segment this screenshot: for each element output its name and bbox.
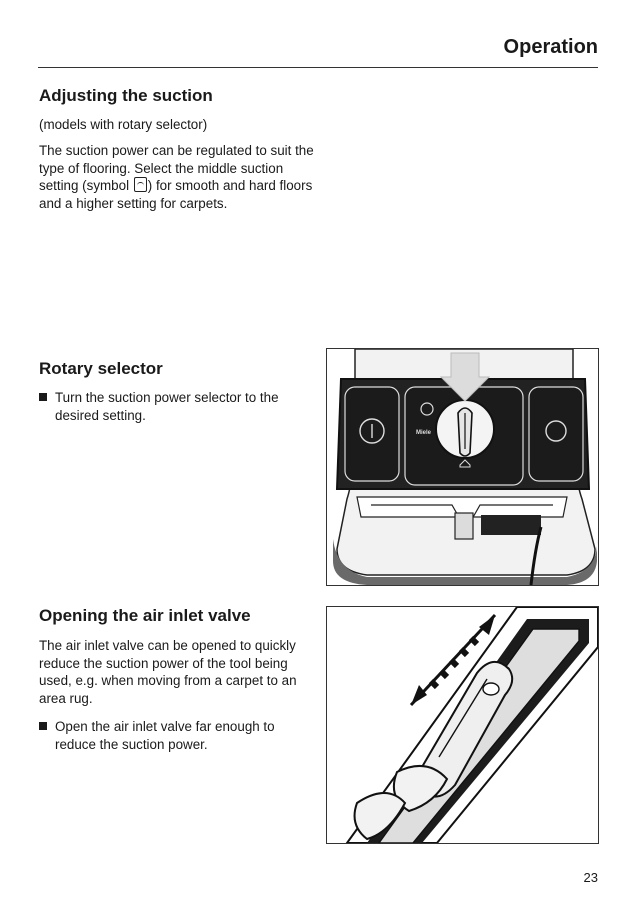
rotary-selector-drawing [327,349,598,585]
suction-text-part-1: The suction power can be regulated to suit the type of flooring. Select the middle suction setting (symbol [39,143,314,193]
page-title: Operation [503,36,598,58]
rotary-instruction-text: Turn the suction power selector to the desired setting. [55,390,279,423]
smooth-floor-symbol-icon [134,177,147,192]
air-inlet-paragraph: The air inlet valve can be opened to quickly reduce the suction power of the tool being used, e.g. when moving from a carpet to an area rug. [39,638,297,706]
suction-paragraph [39,142,314,212]
models-note: (models with rotary selector) [39,117,208,132]
air-inlet-valve-drawing [327,607,598,843]
rotary-instruction-item [39,389,319,424]
rotary-selector-illustration [326,348,599,586]
section-heading-rotary-selector: Rotary selector [39,359,163,378]
air-inlet-instruction-text: Open the air inlet valve far enough to reduce the suction power. [55,719,275,752]
air-inlet-valve-illustration [326,606,599,844]
brand-label: Miele [416,430,432,436]
suction-text-part-2: ) for smooth and hard floors and a higher setting for carpets. [39,178,313,211]
section-heading-air-inlet-valve: Opening the air inlet valve [39,606,251,625]
section-heading-adjusting-suction: Adjusting the suction [39,86,213,105]
page-number: 23 [583,870,598,885]
bullet-square-icon [39,722,47,730]
header-divider [38,67,598,68]
air-inlet-instruction-item [39,718,319,753]
bullet-square-icon [39,393,47,401]
